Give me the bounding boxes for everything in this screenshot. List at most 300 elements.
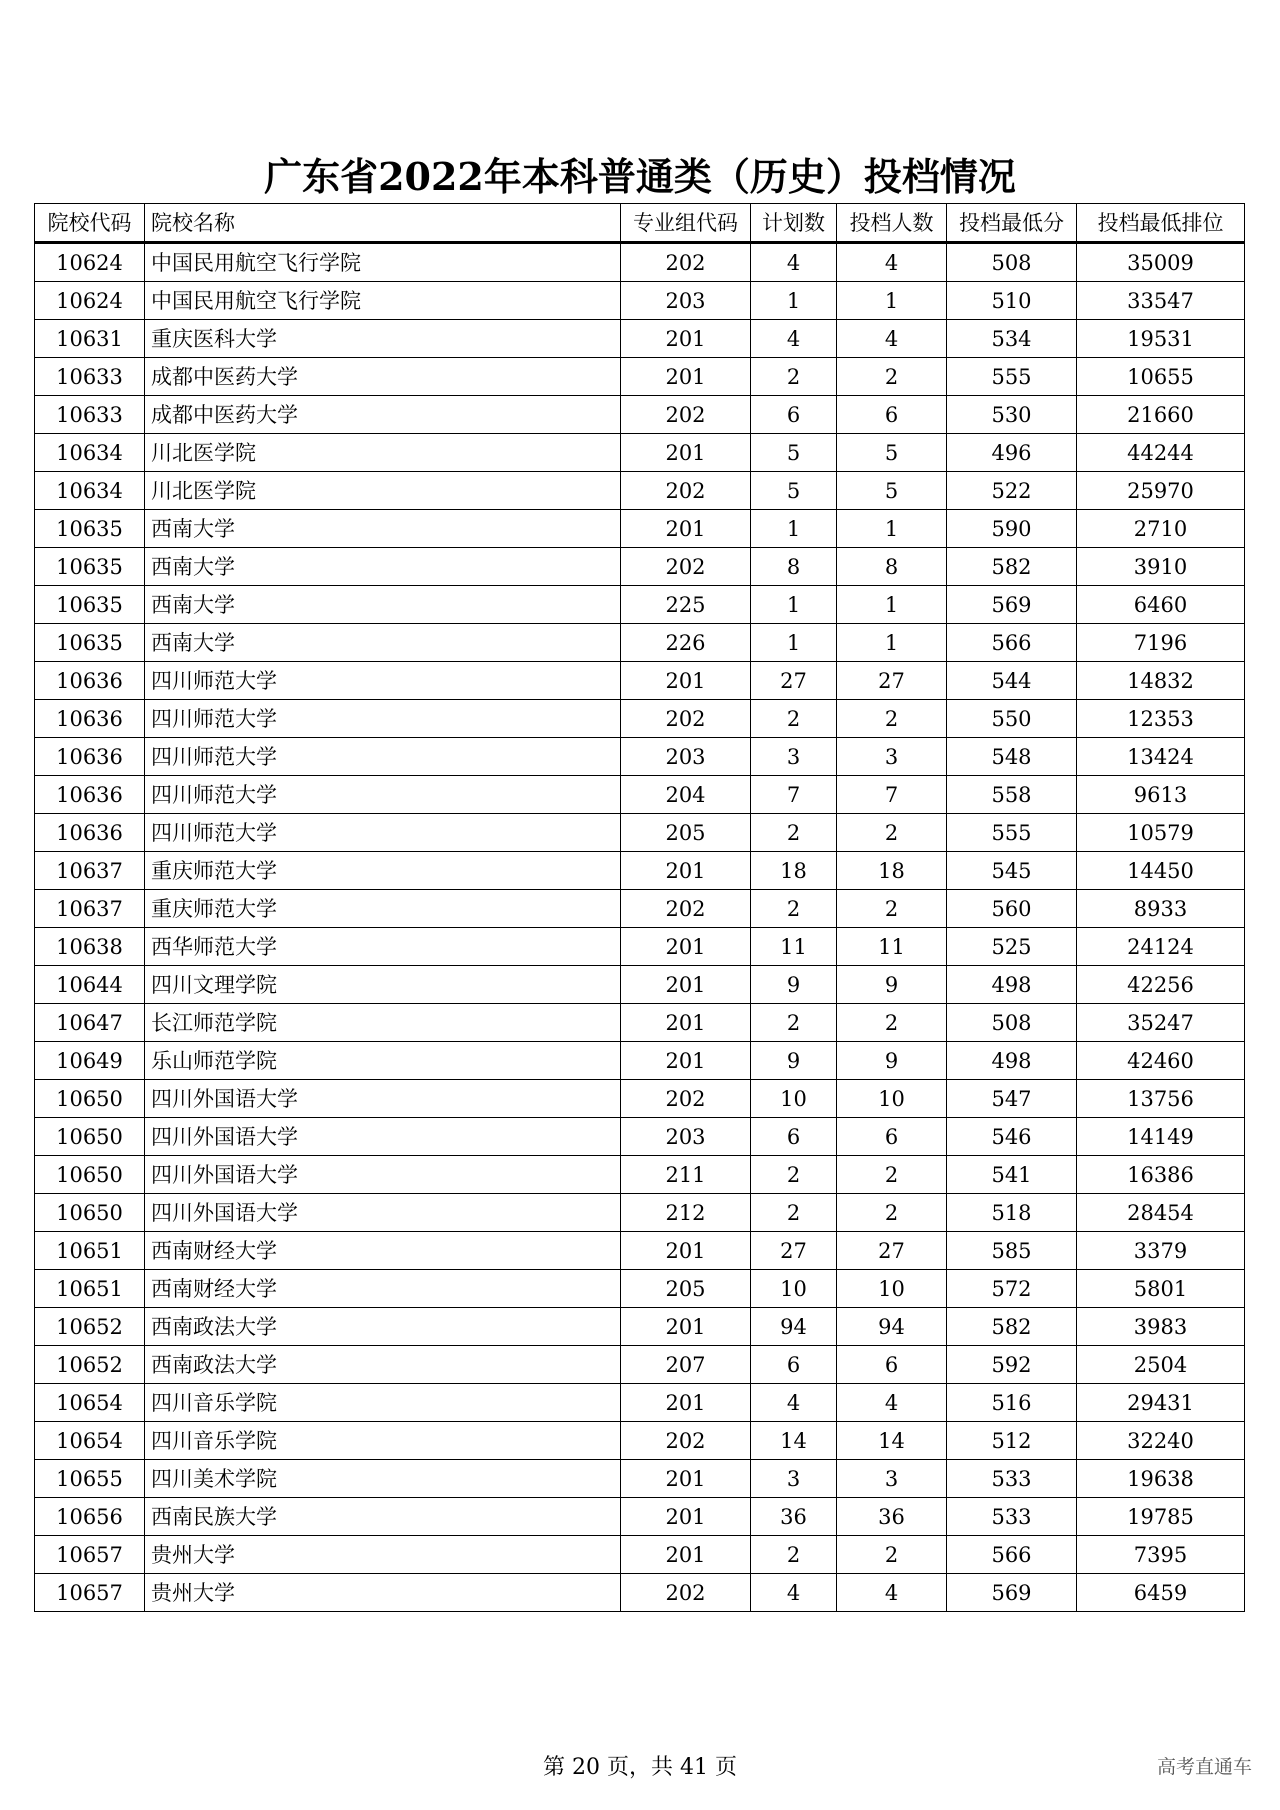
cell-min-score: 516 [947, 1384, 1077, 1422]
cell-min-rank: 3910 [1077, 548, 1245, 586]
cell-min-rank: 10655 [1077, 358, 1245, 396]
table-row [35, 243, 1245, 282]
table-row [35, 320, 1245, 358]
cell-admitted-count: 5 [837, 472, 947, 510]
cell-plan-count: 2 [751, 814, 837, 852]
cell-group-code: 202 [621, 1574, 751, 1612]
cell-group-code: 202 [621, 700, 751, 738]
cell-plan-count: 2 [751, 1004, 837, 1042]
cell-group-code: 201 [621, 1384, 751, 1422]
cell-group-code: 205 [621, 1270, 751, 1308]
cell-min-score: 508 [947, 1004, 1077, 1042]
cell-school-name: 重庆师范大学 [145, 852, 621, 890]
cell-school-name: 四川外国语大学 [145, 1080, 621, 1118]
table-row [35, 396, 1245, 434]
cell-min-rank: 35247 [1077, 1004, 1245, 1042]
cell-min-rank: 8933 [1077, 890, 1245, 928]
cell-min-rank: 19531 [1077, 320, 1245, 358]
table-row [35, 890, 1245, 928]
cell-min-score: 592 [947, 1346, 1077, 1384]
cell-school-name: 四川师范大学 [145, 776, 621, 814]
table-row [35, 1080, 1245, 1118]
cell-min-score: 533 [947, 1498, 1077, 1536]
cell-admitted-count: 2 [837, 1004, 947, 1042]
cell-group-code: 202 [621, 243, 751, 282]
cell-min-score: 510 [947, 282, 1077, 320]
cell-group-code: 202 [621, 1422, 751, 1460]
cell-school-code: 10652 [35, 1308, 145, 1346]
header-min-score: 投档最低分 [947, 204, 1077, 243]
cell-school-code: 10650 [35, 1194, 145, 1232]
cell-school-code: 10654 [35, 1384, 145, 1422]
admission-table [34, 203, 1245, 1612]
cell-min-rank: 2504 [1077, 1346, 1245, 1384]
cell-min-score: 555 [947, 814, 1077, 852]
cell-plan-count: 9 [751, 966, 837, 1004]
cell-plan-count: 4 [751, 243, 837, 282]
cell-min-score: 547 [947, 1080, 1077, 1118]
cell-school-name: 贵州大学 [145, 1536, 621, 1574]
cell-school-code: 10636 [35, 814, 145, 852]
table-row [35, 1308, 1245, 1346]
cell-min-rank: 6460 [1077, 586, 1245, 624]
cell-school-code: 10631 [35, 320, 145, 358]
cell-admitted-count: 4 [837, 1384, 947, 1422]
cell-group-code: 201 [621, 1232, 751, 1270]
cell-plan-count: 1 [751, 282, 837, 320]
cell-group-code: 204 [621, 776, 751, 814]
cell-school-code: 10635 [35, 548, 145, 586]
cell-school-name: 重庆医科大学 [145, 320, 621, 358]
cell-school-code: 10636 [35, 738, 145, 776]
cell-admitted-count: 27 [837, 1232, 947, 1270]
cell-school-name: 中国民用航空飞行学院 [145, 282, 621, 320]
cell-group-code: 201 [621, 1536, 751, 1574]
cell-school-code: 10656 [35, 1498, 145, 1536]
cell-min-rank: 21660 [1077, 396, 1245, 434]
cell-school-code: 10654 [35, 1422, 145, 1460]
cell-school-name: 西南大学 [145, 548, 621, 586]
cell-plan-count: 9 [751, 1042, 837, 1080]
table-row [35, 1004, 1245, 1042]
cell-min-score: 582 [947, 1308, 1077, 1346]
cell-school-name: 四川外国语大学 [145, 1156, 621, 1194]
cell-group-code: 205 [621, 814, 751, 852]
cell-admitted-count: 94 [837, 1308, 947, 1346]
table-header-row [35, 204, 1245, 243]
table-row [35, 662, 1245, 700]
cell-min-rank: 14149 [1077, 1118, 1245, 1156]
cell-min-score: 582 [947, 548, 1077, 586]
cell-school-code: 10633 [35, 358, 145, 396]
cell-min-rank: 25970 [1077, 472, 1245, 510]
table-row [35, 1460, 1245, 1498]
cell-school-name: 川北医学院 [145, 434, 621, 472]
cell-min-score: 590 [947, 510, 1077, 548]
cell-group-code: 201 [621, 662, 751, 700]
table-row [35, 776, 1245, 814]
cell-min-score: 585 [947, 1232, 1077, 1270]
cell-min-score: 546 [947, 1118, 1077, 1156]
cell-min-score: 548 [947, 738, 1077, 776]
cell-group-code: 202 [621, 1080, 751, 1118]
cell-school-name: 四川师范大学 [145, 700, 621, 738]
cell-admitted-count: 6 [837, 396, 947, 434]
cell-min-rank: 7395 [1077, 1536, 1245, 1574]
cell-group-code: 201 [621, 358, 751, 396]
cell-admitted-count: 1 [837, 586, 947, 624]
cell-plan-count: 94 [751, 1308, 837, 1346]
cell-admitted-count: 2 [837, 358, 947, 396]
cell-plan-count: 5 [751, 472, 837, 510]
cell-admitted-count: 4 [837, 1574, 947, 1612]
cell-min-rank: 13424 [1077, 738, 1245, 776]
cell-min-score: 555 [947, 358, 1077, 396]
table-row [35, 548, 1245, 586]
cell-min-rank: 28454 [1077, 1194, 1245, 1232]
cell-plan-count: 7 [751, 776, 837, 814]
cell-min-score: 566 [947, 1536, 1077, 1574]
cell-admitted-count: 5 [837, 434, 947, 472]
cell-admitted-count: 10 [837, 1080, 947, 1118]
cell-group-code: 212 [621, 1194, 751, 1232]
cell-min-rank: 7196 [1077, 624, 1245, 662]
cell-group-code: 201 [621, 852, 751, 890]
cell-admitted-count: 1 [837, 624, 947, 662]
cell-admitted-count: 14 [837, 1422, 947, 1460]
table-row [35, 852, 1245, 890]
cell-min-score: 498 [947, 1042, 1077, 1080]
cell-admitted-count: 7 [837, 776, 947, 814]
cell-plan-count: 2 [751, 1194, 837, 1232]
cell-min-score: 569 [947, 586, 1077, 624]
cell-school-name: 四川外国语大学 [145, 1118, 621, 1156]
cell-school-code: 10650 [35, 1080, 145, 1118]
cell-school-code: 10650 [35, 1156, 145, 1194]
cell-school-code: 10635 [35, 510, 145, 548]
cell-school-name: 长江师范学院 [145, 1004, 621, 1042]
table-row [35, 1270, 1245, 1308]
cell-min-score: 518 [947, 1194, 1077, 1232]
cell-plan-count: 2 [751, 358, 837, 396]
cell-min-score: 550 [947, 700, 1077, 738]
cell-min-score: 525 [947, 928, 1077, 966]
cell-min-rank: 42460 [1077, 1042, 1245, 1080]
cell-school-code: 10650 [35, 1118, 145, 1156]
cell-school-code: 10638 [35, 928, 145, 966]
table-row [35, 1346, 1245, 1384]
cell-group-code: 201 [621, 928, 751, 966]
cell-school-code: 10647 [35, 1004, 145, 1042]
cell-admitted-count: 36 [837, 1498, 947, 1536]
table-row [35, 586, 1245, 624]
cell-min-rank: 42256 [1077, 966, 1245, 1004]
cell-plan-count: 27 [751, 662, 837, 700]
cell-group-code: 202 [621, 396, 751, 434]
cell-admitted-count: 4 [837, 243, 947, 282]
cell-plan-count: 6 [751, 1346, 837, 1384]
cell-school-name: 四川师范大学 [145, 814, 621, 852]
cell-group-code: 203 [621, 282, 751, 320]
cell-admitted-count: 3 [837, 1460, 947, 1498]
cell-min-rank: 6459 [1077, 1574, 1245, 1612]
cell-school-code: 10649 [35, 1042, 145, 1080]
cell-plan-count: 4 [751, 320, 837, 358]
cell-min-rank: 16386 [1077, 1156, 1245, 1194]
cell-school-name: 重庆师范大学 [145, 890, 621, 928]
cell-school-code: 10634 [35, 472, 145, 510]
cell-min-score: 572 [947, 1270, 1077, 1308]
cell-admitted-count: 10 [837, 1270, 947, 1308]
cell-group-code: 202 [621, 548, 751, 586]
cell-school-code: 10637 [35, 890, 145, 928]
cell-group-code: 201 [621, 966, 751, 1004]
cell-group-code: 226 [621, 624, 751, 662]
table-row [35, 928, 1245, 966]
table-row [35, 1574, 1245, 1612]
table-row [35, 624, 1245, 662]
cell-school-code: 10651 [35, 1270, 145, 1308]
table-row [35, 1536, 1245, 1574]
cell-school-name: 西南财经大学 [145, 1270, 621, 1308]
header-admitted-count: 投档人数 [837, 204, 947, 243]
table-row [35, 1194, 1245, 1232]
cell-min-rank: 10579 [1077, 814, 1245, 852]
cell-school-code: 10635 [35, 624, 145, 662]
cell-min-score: 496 [947, 434, 1077, 472]
cell-admitted-count: 8 [837, 548, 947, 586]
table-row [35, 738, 1245, 776]
cell-admitted-count: 18 [837, 852, 947, 890]
cell-school-code: 10637 [35, 852, 145, 890]
cell-group-code: 201 [621, 1460, 751, 1498]
cell-school-name: 四川师范大学 [145, 662, 621, 700]
cell-min-rank: 13756 [1077, 1080, 1245, 1118]
cell-min-rank: 19785 [1077, 1498, 1245, 1536]
cell-group-code: 201 [621, 1498, 751, 1536]
cell-min-score: 533 [947, 1460, 1077, 1498]
cell-school-code: 10624 [35, 243, 145, 282]
cell-school-name: 乐山师范学院 [145, 1042, 621, 1080]
cell-admitted-count: 4 [837, 320, 947, 358]
cell-school-name: 中国民用航空飞行学院 [145, 243, 621, 282]
cell-admitted-count: 9 [837, 966, 947, 1004]
cell-plan-count: 14 [751, 1422, 837, 1460]
cell-min-score: 558 [947, 776, 1077, 814]
cell-admitted-count: 3 [837, 738, 947, 776]
cell-school-name: 四川外国语大学 [145, 1194, 621, 1232]
cell-admitted-count: 2 [837, 1156, 947, 1194]
table-row [35, 434, 1245, 472]
cell-group-code: 203 [621, 738, 751, 776]
cell-plan-count: 6 [751, 396, 837, 434]
cell-min-score: 566 [947, 624, 1077, 662]
cell-min-rank: 3983 [1077, 1308, 1245, 1346]
cell-min-rank: 5801 [1077, 1270, 1245, 1308]
table-row [35, 472, 1245, 510]
cell-admitted-count: 6 [837, 1346, 947, 1384]
cell-min-rank: 2710 [1077, 510, 1245, 548]
cell-school-code: 10636 [35, 700, 145, 738]
cell-group-code: 207 [621, 1346, 751, 1384]
brand-label: 高考直通车 [1156, 1756, 1252, 1778]
cell-min-score: 522 [947, 472, 1077, 510]
cell-school-code: 10636 [35, 776, 145, 814]
cell-school-name: 四川音乐学院 [145, 1422, 621, 1460]
cell-plan-count: 2 [751, 1156, 837, 1194]
cell-school-name: 西华师范大学 [145, 928, 621, 966]
cell-group-code: 201 [621, 320, 751, 358]
table-row [35, 1232, 1245, 1270]
cell-school-code: 10652 [35, 1346, 145, 1384]
cell-admitted-count: 2 [837, 814, 947, 852]
table-row [35, 1384, 1245, 1422]
header-plan-count: 计划数 [751, 204, 837, 243]
cell-school-code: 10644 [35, 966, 145, 1004]
cell-group-code: 202 [621, 472, 751, 510]
cell-min-rank: 9613 [1077, 776, 1245, 814]
table-row [35, 1042, 1245, 1080]
cell-school-name: 西南大学 [145, 624, 621, 662]
cell-min-score: 545 [947, 852, 1077, 890]
cell-admitted-count: 11 [837, 928, 947, 966]
header-group-code: 专业组代码 [621, 204, 751, 243]
cell-school-code: 10655 [35, 1460, 145, 1498]
cell-group-code: 202 [621, 890, 751, 928]
cell-school-name: 成都中医药大学 [145, 358, 621, 396]
cell-admitted-count: 2 [837, 890, 947, 928]
header-school-name: 院校名称 [145, 204, 621, 243]
cell-plan-count: 3 [751, 1460, 837, 1498]
cell-plan-count: 8 [751, 548, 837, 586]
table-row [35, 510, 1245, 548]
cell-admitted-count: 9 [837, 1042, 947, 1080]
cell-school-name: 西南大学 [145, 510, 621, 548]
cell-school-name: 西南政法大学 [145, 1308, 621, 1346]
table-row [35, 282, 1245, 320]
cell-school-code: 10636 [35, 662, 145, 700]
cell-min-rank: 19638 [1077, 1460, 1245, 1498]
cell-min-rank: 12353 [1077, 700, 1245, 738]
cell-plan-count: 2 [751, 890, 837, 928]
cell-plan-count: 6 [751, 1118, 837, 1156]
cell-min-rank: 3379 [1077, 1232, 1245, 1270]
cell-min-score: 560 [947, 890, 1077, 928]
cell-group-code: 201 [621, 510, 751, 548]
cell-admitted-count: 2 [837, 1536, 947, 1574]
cell-plan-count: 1 [751, 586, 837, 624]
header-min-rank: 投档最低排位 [1077, 204, 1245, 243]
cell-school-name: 西南政法大学 [145, 1346, 621, 1384]
cell-plan-count: 2 [751, 1536, 837, 1574]
cell-school-code: 10657 [35, 1536, 145, 1574]
cell-school-name: 西南民族大学 [145, 1498, 621, 1536]
cell-admitted-count: 2 [837, 700, 947, 738]
cell-plan-count: 36 [751, 1498, 837, 1536]
cell-min-rank: 33547 [1077, 282, 1245, 320]
cell-min-score: 534 [947, 320, 1077, 358]
cell-group-code: 211 [621, 1156, 751, 1194]
table-row [35, 1118, 1245, 1156]
cell-plan-count: 4 [751, 1574, 837, 1612]
cell-school-name: 成都中医药大学 [145, 396, 621, 434]
header-school-code: 院校代码 [35, 204, 145, 243]
cell-school-name: 四川文理学院 [145, 966, 621, 1004]
cell-plan-count: 4 [751, 1384, 837, 1422]
cell-school-code: 10624 [35, 282, 145, 320]
cell-school-code: 10633 [35, 396, 145, 434]
cell-school-name: 四川音乐学院 [145, 1384, 621, 1422]
cell-plan-count: 11 [751, 928, 837, 966]
cell-min-score: 530 [947, 396, 1077, 434]
cell-min-score: 498 [947, 966, 1077, 1004]
cell-plan-count: 3 [751, 738, 837, 776]
cell-plan-count: 1 [751, 510, 837, 548]
cell-school-name: 西南大学 [145, 586, 621, 624]
table-row [35, 814, 1245, 852]
page-title: 广东省2022年本科普通类（历史）投档情况 [264, 154, 1016, 199]
cell-group-code: 201 [621, 1308, 751, 1346]
cell-school-name: 贵州大学 [145, 1574, 621, 1612]
cell-school-name: 四川美术学院 [145, 1460, 621, 1498]
cell-min-rank: 32240 [1077, 1422, 1245, 1460]
cell-min-score: 508 [947, 243, 1077, 282]
table-row [35, 966, 1245, 1004]
table-body [35, 243, 1245, 1612]
cell-plan-count: 5 [751, 434, 837, 472]
cell-group-code: 203 [621, 1118, 751, 1156]
table-row [35, 358, 1245, 396]
cell-min-score: 544 [947, 662, 1077, 700]
cell-school-name: 川北医学院 [145, 472, 621, 510]
cell-school-code: 10634 [35, 434, 145, 472]
table-row [35, 1422, 1245, 1460]
cell-plan-count: 18 [751, 852, 837, 890]
cell-admitted-count: 27 [837, 662, 947, 700]
cell-group-code: 201 [621, 434, 751, 472]
cell-admitted-count: 6 [837, 1118, 947, 1156]
cell-admitted-count: 1 [837, 282, 947, 320]
cell-school-name: 四川师范大学 [145, 738, 621, 776]
cell-plan-count: 10 [751, 1080, 837, 1118]
cell-min-score: 541 [947, 1156, 1077, 1194]
table-row [35, 1156, 1245, 1194]
cell-plan-count: 1 [751, 624, 837, 662]
table-row [35, 1498, 1245, 1536]
cell-school-code: 10651 [35, 1232, 145, 1270]
cell-admitted-count: 2 [837, 1194, 947, 1232]
cell-plan-count: 2 [751, 700, 837, 738]
cell-min-rank: 14832 [1077, 662, 1245, 700]
cell-plan-count: 27 [751, 1232, 837, 1270]
cell-plan-count: 10 [751, 1270, 837, 1308]
cell-admitted-count: 1 [837, 510, 947, 548]
cell-school-code: 10657 [35, 1574, 145, 1612]
cell-min-rank: 24124 [1077, 928, 1245, 966]
table-row [35, 700, 1245, 738]
cell-min-rank: 35009 [1077, 243, 1245, 282]
cell-min-score: 512 [947, 1422, 1077, 1460]
cell-school-code: 10635 [35, 586, 145, 624]
cell-min-score: 569 [947, 1574, 1077, 1612]
cell-min-rank: 44244 [1077, 434, 1245, 472]
cell-min-rank: 14450 [1077, 852, 1245, 890]
cell-school-name: 西南财经大学 [145, 1232, 621, 1270]
cell-min-rank: 29431 [1077, 1384, 1245, 1422]
page-footer: 第 20 页，共 41 页 [543, 1755, 737, 1780]
cell-group-code: 225 [621, 586, 751, 624]
cell-group-code: 201 [621, 1004, 751, 1042]
